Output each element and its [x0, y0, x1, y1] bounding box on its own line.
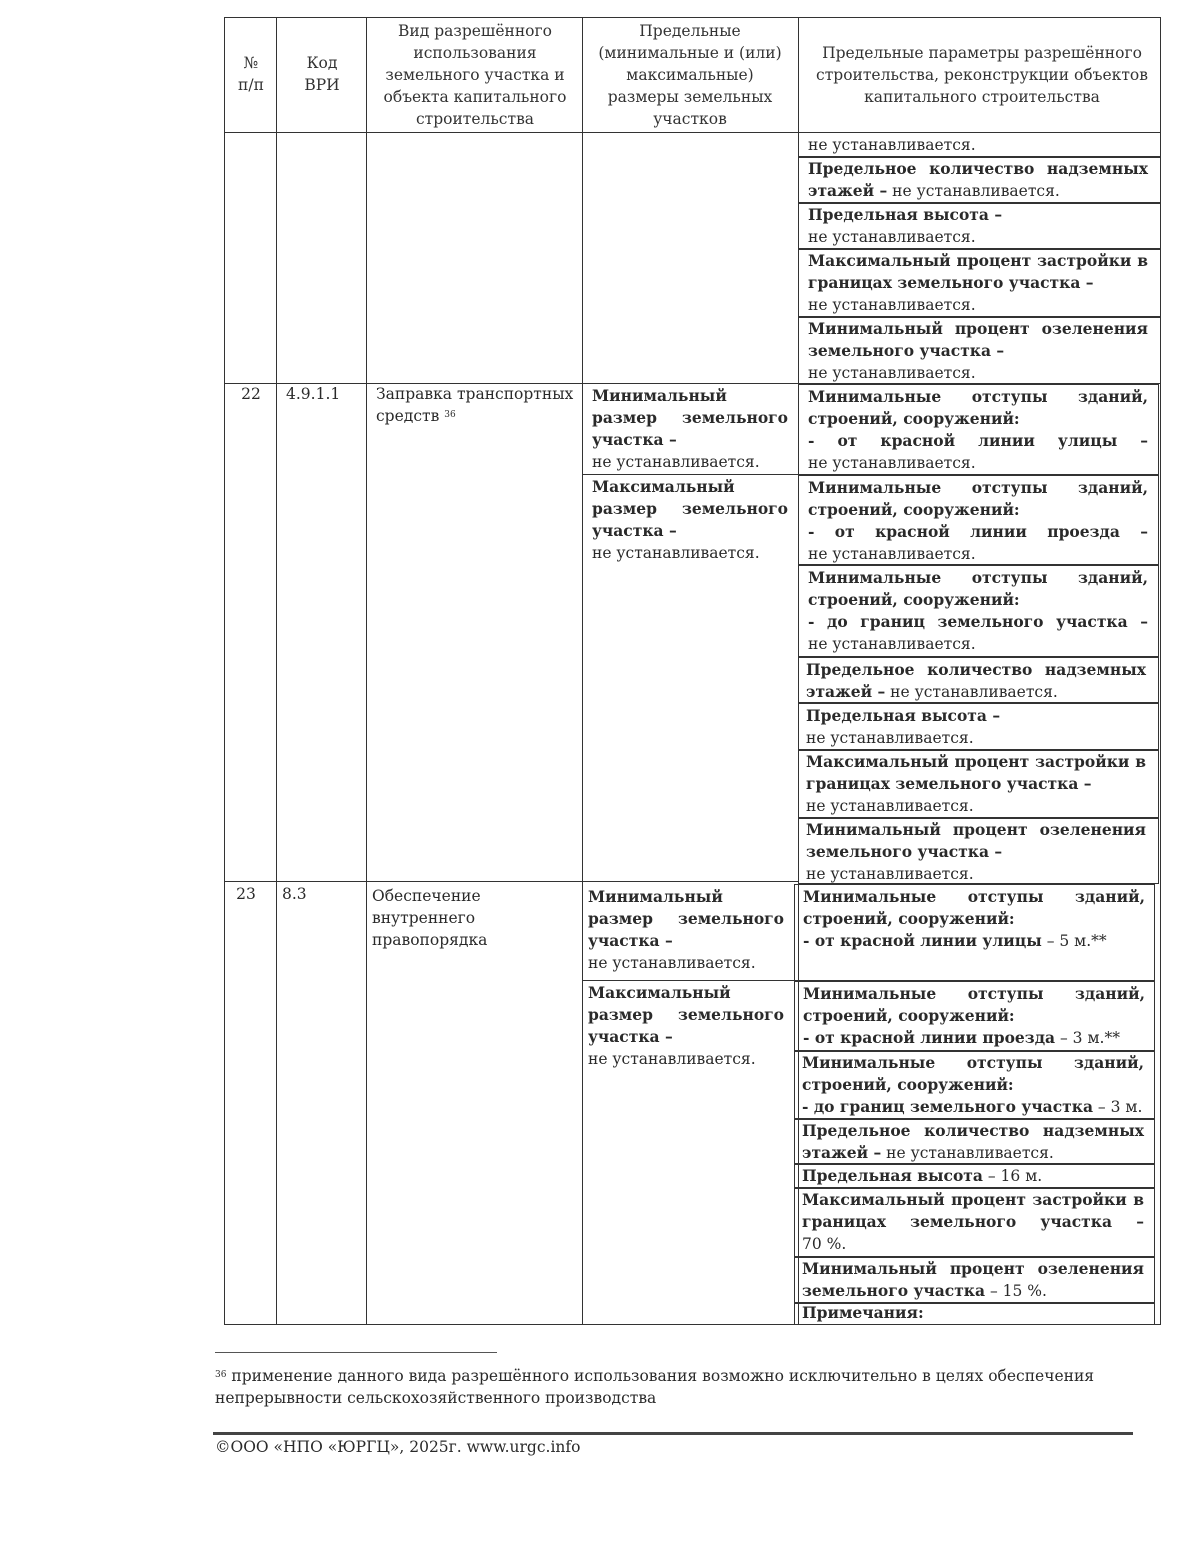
footer-rule — [213, 1432, 1133, 1435]
cont-p0: не устанавливается. — [808, 136, 976, 154]
row23-num: 23 — [236, 885, 256, 903]
row23-p2-bold: Минимальные отступы зданий, строений, сооружений: — [803, 984, 1145, 1025]
row22-p5-text: не устанавливается. — [806, 729, 974, 747]
footnote-text: применение данного вида разрешённого использования возможно исключительно в целях обеспечения непрерывности сельскохозяйственного производства — [215, 1367, 1095, 1407]
row23-max-size — [588, 982, 784, 1070]
header-params: Предельные параметры разрешённого строительства, реконструкции объектов капитального строительства — [816, 44, 1148, 106]
row23-p3 — [802, 1052, 1144, 1118]
row22-p4-bold: Предельное количество надземных этажей – — [806, 660, 1146, 701]
cont-p4 — [808, 318, 1148, 384]
row23-code: 8.3 — [282, 885, 307, 903]
row23-p2-value: – 3 м.** — [1055, 1029, 1120, 1047]
cont-p1 — [808, 158, 1148, 202]
row23-p4-text: не устанавливается. — [881, 1144, 1054, 1162]
footnote-number: 36 — [215, 1370, 227, 1380]
row23-use: Обеспечение внутреннего правопорядка — [372, 887, 488, 949]
cont-p3-bold: Максимальный процент застройки в границах земельного участка – — [808, 251, 1148, 292]
row22-min-bold: Минимальный размер земельного участка – — [592, 386, 788, 449]
row23-max-text: не устанавливается. — [588, 1050, 756, 1068]
header-code — [278, 52, 366, 96]
row23-p4-bold: Предельное количество надземных этажей – — [802, 1121, 1144, 1162]
row22-p4 — [806, 659, 1146, 703]
row23-p5-value: – 16 м. — [982, 1167, 1043, 1185]
cont-p1-text: не устанавливается. — [887, 182, 1060, 200]
header-code-line1: Код — [306, 54, 338, 72]
row23-p7-value: – 15 %. — [985, 1282, 1047, 1300]
cont-p2-text: не устанавливается. — [808, 228, 976, 246]
row23-p2-line: - от красной линии проезда — [803, 1028, 1056, 1047]
column-divider — [276, 17, 277, 1325]
row22-p3-bold: Минимальные отступы зданий, строений, сооружений: — [808, 568, 1148, 609]
row22-max-text: не устанавливается. — [592, 544, 760, 562]
row23-p3-line: - до границ земельного участка — [802, 1097, 1093, 1116]
row22-p3-line: - до границ земельного участка – — [808, 612, 1148, 631]
row22-p2 — [808, 477, 1148, 565]
row22-use-text: Заправка транспортных средств — [376, 385, 574, 425]
row22-p7-bold: Минимальный процент озеленения земельного участка – — [806, 820, 1146, 861]
row22-p1-line: - от красной линии улицы – — [808, 431, 1148, 450]
row23-min-text: не устанавливается. — [588, 954, 756, 972]
cont-p3 — [808, 250, 1148, 316]
row23-p3-bold: Минимальные отступы зданий, строений, сооружений: — [802, 1053, 1144, 1094]
row23-p4 — [802, 1120, 1144, 1164]
footer-copyright: ©ООО «НПО «ЮРГЦ», 2025г. www.urgc.info — [215, 1438, 581, 1456]
header-num-line2: п/п — [238, 76, 264, 94]
row23-p1-line: - от красной линии улицы — [803, 931, 1042, 950]
column-divider — [366, 17, 367, 1325]
row22-min-size — [592, 385, 788, 473]
row22-p2-text: не устанавливается. — [808, 545, 976, 563]
row22-p1-text: не устанавливается. — [808, 454, 976, 472]
row22-num: 22 — [241, 385, 261, 403]
row22-p3 — [808, 567, 1148, 655]
row22-p2-bold: Минимальные отступы зданий, строений, сооружений: — [808, 478, 1148, 519]
row22-code: 4.9.1.1 — [286, 385, 341, 403]
row22-max-bold: Максимальный размер земельного участка – — [592, 477, 788, 540]
cell-divider — [582, 980, 798, 981]
cont-p2-bold: Предельная высота – — [808, 205, 1003, 224]
cont-p4-bold: Минимальный процент озеленения земельного участка – — [808, 319, 1148, 360]
row22-p6-text: не устанавливается. — [806, 797, 974, 815]
footnote — [215, 1365, 1135, 1409]
row22-p1 — [808, 386, 1148, 474]
cell-divider — [582, 474, 798, 475]
row22-p6-bold: Максимальный процент застройки в границах земельного участка – — [806, 752, 1146, 793]
row22-p1-bold: Минимальные отступы зданий, строений, сооружений: — [808, 387, 1148, 428]
row22-p5-bold: Предельная высота – — [806, 706, 1001, 725]
row23-p2 — [803, 983, 1145, 1049]
footnote-ref: 36 — [444, 410, 456, 420]
row23-p1-value: – 5 м.** — [1041, 932, 1107, 950]
row23-p1-bold: Минимальные отступы зданий, строений, сооружений: — [803, 887, 1145, 928]
row22-p7 — [806, 819, 1146, 885]
row23-p7-bold: Минимальный процент озеленения земельного участка — [802, 1259, 1144, 1300]
row23-p5-bold: Предельная высота — [802, 1166, 983, 1185]
header-size: Предельные (минимальные и (или) максимальные) размеры земельных участков — [598, 22, 782, 128]
row22-max-size — [592, 476, 788, 564]
footnote-separator — [215, 1352, 497, 1353]
row22-p3-text: не устанавливается. — [808, 635, 976, 653]
row-divider — [224, 881, 799, 882]
column-divider — [582, 17, 583, 1325]
cont-p2 — [808, 204, 1148, 248]
row22-p7-text: не устанавливается. — [806, 865, 974, 883]
row23-p7 — [802, 1258, 1144, 1302]
row23-min-size — [588, 886, 784, 974]
row23-p1 — [803, 886, 1145, 952]
row23-p6-bold: Максимальный процент застройки в границах земельного участка – — [802, 1190, 1144, 1231]
row22-p5 — [806, 705, 1146, 749]
row23-p5 — [802, 1165, 1144, 1187]
cont-p4-text: не устанавливается. — [808, 364, 976, 382]
row23-notes: Примечания: — [802, 1303, 924, 1322]
row22-min-text: не устанавливается. — [592, 453, 760, 471]
row23-p3-value: – 3 м. — [1093, 1098, 1143, 1116]
row23-min-bold: Минимальный размер земельного участка – — [588, 887, 784, 950]
header-num-line1: № — [243, 54, 259, 72]
row23-p6 — [802, 1189, 1144, 1255]
row22-p6 — [806, 751, 1146, 817]
cont-p1-bold: Предельное количество надземных этажей – — [808, 159, 1148, 200]
row22-use — [376, 383, 580, 427]
header-use: Вид разрешённого использования земельного участка и объекта капитального строительства — [383, 22, 567, 128]
row22-p2-line: - от красной линии проезда – — [808, 522, 1148, 541]
header-num — [226, 52, 276, 96]
cont-p3-text: не устанавливается. — [808, 296, 976, 314]
row22-p4-text: не устанавливается. — [885, 683, 1058, 701]
row23-p6-value: 70 %. — [802, 1235, 847, 1253]
row23-max-bold: Максимальный размер земельного участка – — [588, 983, 784, 1046]
header-code-line2: ВРИ — [304, 76, 340, 94]
